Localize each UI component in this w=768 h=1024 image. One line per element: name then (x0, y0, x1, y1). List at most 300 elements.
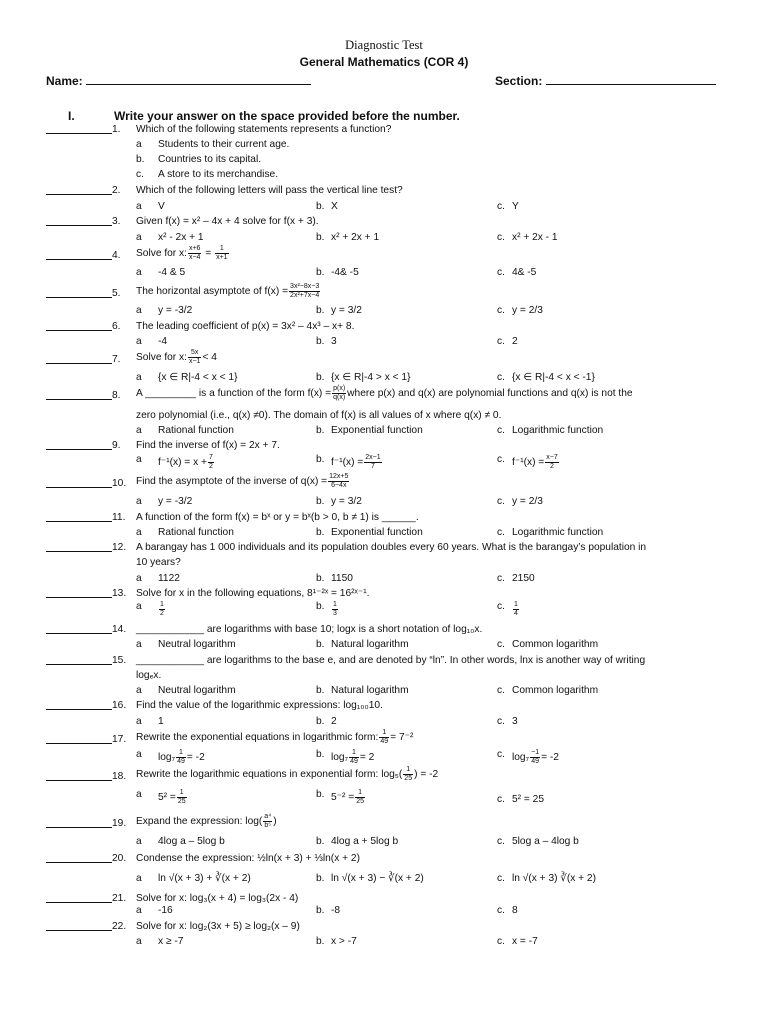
text: ) = -2 (414, 769, 439, 781)
answer-blank[interactable] (46, 709, 112, 710)
text: where p(x) and q(x) are polynomial functions and q(x) is not the (347, 388, 633, 400)
answer-blank[interactable] (46, 633, 112, 634)
option-text (331, 789, 366, 806)
fraction-numerator: a⁴ (264, 813, 272, 820)
question-text: A function of the form f(x) = bˣ or y = bˣ(b > 0, b ≠ 1) is ______. (136, 512, 419, 523)
fraction-denominator: 6−4x (331, 482, 347, 489)
text: V (158, 201, 165, 212)
option-text (512, 836, 579, 847)
text: y = -3/2 (158, 305, 193, 316)
option-letter: b. (316, 454, 325, 465)
option-text (158, 232, 204, 243)
fraction-numerator: −1 (531, 749, 540, 756)
fraction (177, 789, 187, 806)
question-number: 15. (112, 655, 127, 666)
text: Find the asymptote of the inverse of q(x) = (136, 476, 328, 488)
option-letter: c. (497, 639, 505, 650)
question-text (136, 729, 413, 746)
option-text (158, 267, 185, 278)
text: Students to their current age. (158, 139, 290, 150)
text: Exponential function (331, 527, 423, 538)
option-text (158, 527, 234, 538)
fraction (159, 601, 165, 618)
answer-blank[interactable] (46, 487, 112, 488)
text: -4& -5 (331, 267, 359, 278)
option-text (512, 425, 603, 436)
option-text (158, 496, 192, 507)
option-text (158, 873, 251, 884)
fraction (188, 245, 201, 262)
option-text (158, 454, 215, 471)
option-text (512, 267, 536, 278)
option-text (331, 601, 339, 618)
fraction (364, 454, 381, 471)
question-text: A barangay has 1 000 individuals and its population doubles every 60 years. What is the barangay’s population in (136, 542, 647, 553)
option-text (331, 454, 383, 471)
question-number: 17. (112, 734, 127, 745)
option-letter: c. (497, 794, 505, 805)
answer-blank[interactable] (46, 862, 112, 863)
answer-blank[interactable] (46, 330, 112, 331)
option-letter: c. (497, 573, 505, 584)
text: = -2 (541, 752, 559, 764)
option-text (512, 372, 595, 383)
text: -4 (158, 336, 168, 347)
text: Neutral logarithm (158, 639, 236, 650)
text: -4 & 5 (158, 267, 186, 278)
option-text (331, 685, 409, 696)
option-text (331, 305, 362, 316)
option-letter: c. (497, 425, 505, 436)
option-letter: b. (316, 639, 325, 650)
text: {x ∈ R|-4 > x < 1} (331, 372, 411, 383)
question-text: Find the inverse of f(x) = 2x + 7. (136, 440, 280, 451)
question-number: 18. (112, 771, 127, 782)
fraction-denominator: 49 (531, 758, 539, 765)
text: 2 (331, 716, 337, 727)
text: x² + 2x + 1 (331, 232, 380, 243)
text: = -2 (186, 752, 205, 764)
question-number: 11. (112, 512, 126, 523)
fraction (263, 813, 272, 830)
option-letter: c. (497, 873, 505, 884)
answer-blank[interactable] (46, 259, 112, 260)
text: Natural logarithm (331, 685, 409, 696)
fraction-denominator: 49 (380, 738, 389, 745)
text: x ≥ -7 (158, 936, 184, 947)
text: -16 (158, 905, 173, 916)
question-number: 2. (112, 185, 121, 196)
option-letter: a (136, 749, 142, 760)
option-text (331, 873, 424, 884)
text: x = -7 (512, 936, 538, 947)
question-text: Solve for x in the following equations, 8¹⁻²ˣ = 16²ˣ⁻¹. (136, 588, 370, 599)
option-letter: b. (316, 789, 325, 800)
option-text (331, 496, 362, 507)
question-text: Solve for x: log₂(3x + 5) ≥ log₂(x – 9) (136, 921, 300, 932)
fraction (332, 385, 346, 402)
option-letter: a (136, 905, 142, 916)
text: 2150 (512, 573, 535, 584)
text: log₇ (512, 752, 530, 764)
option-letter: c. (497, 716, 505, 727)
text: 1 (158, 716, 164, 727)
option-letter: a (136, 873, 142, 884)
question-number: 21. (112, 893, 127, 904)
option-letter: b. (316, 425, 325, 436)
question-number: 5. (112, 288, 121, 299)
text: -8 (331, 905, 341, 916)
option-letter: a (136, 527, 142, 538)
section-row (495, 74, 716, 88)
fraction-denominator: x−4 (188, 254, 201, 261)
answer-blank[interactable] (46, 521, 112, 522)
question-number: 10. (112, 478, 127, 489)
answer-blank[interactable] (46, 194, 112, 195)
text: Expand the expression: log( (136, 816, 263, 828)
text: {x ∈ R|-4 < x < -1} (512, 372, 595, 383)
text: Common logarithm (512, 639, 599, 650)
fraction (188, 349, 201, 366)
option-text (331, 267, 359, 278)
option-text (158, 789, 188, 806)
option-text (331, 639, 409, 650)
option-letter: b. (316, 685, 325, 696)
option-letter: a (136, 305, 142, 316)
answer-blank[interactable] (46, 551, 112, 552)
option-letter: b. (316, 905, 325, 916)
option-letter: c. (497, 454, 505, 465)
question-number: 8. (112, 390, 121, 401)
option-letter: c. (497, 905, 505, 916)
answer-blank[interactable] (46, 297, 112, 298)
text: ln √(x + 3) − ∛(x + 2) (331, 873, 424, 884)
text: y = 3/2 (331, 496, 362, 507)
option-text (331, 232, 379, 243)
fraction-numerator: 1 (349, 749, 359, 758)
option-letter: a (136, 336, 142, 347)
option-letter: b. (316, 873, 325, 884)
text: Y (512, 201, 519, 212)
fraction (289, 283, 320, 300)
option-text (512, 873, 596, 884)
answer-blank[interactable] (46, 399, 112, 400)
option-letter: a (136, 454, 142, 465)
text: y = -3/2 (158, 496, 193, 507)
text: = 7⁻² (390, 732, 414, 744)
option-letter: a (136, 601, 142, 612)
answer-blank[interactable] (46, 363, 112, 364)
fraction-numerator: 1 (177, 789, 187, 798)
option-text (331, 201, 338, 212)
option-letter: b. (316, 716, 325, 727)
option-text (331, 836, 398, 847)
text: 1150 (331, 573, 353, 584)
option-text (331, 716, 337, 727)
text: The horizontal asymptote of f(x) = (136, 286, 289, 298)
option-letter: c. (497, 305, 505, 316)
option-text (331, 905, 340, 916)
option-text (158, 716, 164, 727)
text: Rational function (158, 527, 234, 538)
option-letter: b. (316, 336, 325, 347)
option-letter: a (136, 425, 142, 436)
text: 3 (512, 716, 518, 727)
fraction (176, 749, 186, 766)
answer-blank[interactable] (46, 133, 112, 134)
question-number: 22. (112, 921, 127, 932)
option-letter: c. (497, 496, 505, 507)
fraction-numerator: 1 (176, 749, 186, 758)
text: log₇ (331, 752, 349, 764)
question-number: 9. (112, 440, 121, 451)
question-number: 20. (112, 853, 127, 864)
fraction-numerator: 1 (160, 601, 164, 608)
option-text (331, 936, 357, 947)
question-number: 13. (112, 588, 127, 599)
option-letter: a (136, 836, 142, 847)
fraction-numerator: 1 (333, 601, 337, 608)
option-letter: c. (497, 372, 505, 383)
text: y = 3/2 (331, 305, 362, 316)
option-letter: c. (497, 201, 505, 212)
name-label: Name: (46, 74, 83, 88)
option-letter: a (136, 496, 142, 507)
option-text (512, 639, 598, 650)
text: 4log a + 5log b (331, 836, 399, 847)
text: 1122 (158, 573, 180, 584)
option-letter: b. (316, 232, 325, 243)
question-text (136, 349, 217, 366)
option-text (331, 336, 337, 347)
answer-blank[interactable] (46, 902, 112, 903)
fraction (349, 749, 359, 766)
answer-blank[interactable] (46, 930, 112, 931)
fraction-denominator: 25 (404, 775, 413, 782)
text: 8 (512, 905, 518, 916)
option-text (512, 305, 543, 316)
option-letter: a (136, 685, 142, 696)
option-text (512, 496, 543, 507)
fraction (328, 473, 349, 490)
fraction-denominator: 4 (514, 610, 518, 617)
fraction (513, 601, 519, 618)
fraction-numerator: p(x) (333, 385, 346, 392)
text: A store to its merchandise. (158, 169, 279, 180)
fraction-numerator: 1 (379, 729, 389, 738)
fraction (208, 454, 214, 471)
option-text (512, 573, 535, 584)
question-number: 1. (112, 124, 121, 135)
question-text (136, 385, 633, 402)
option-letter: b. (316, 836, 325, 847)
text: x > -7 (331, 936, 357, 947)
fraction-numerator: 1 (514, 601, 518, 608)
option-letter: c. (497, 749, 505, 760)
fraction-denominator: 25 (177, 798, 186, 805)
option-letter: c. (497, 601, 505, 612)
answer-blank[interactable] (46, 743, 112, 744)
option-letter: c. (497, 336, 505, 347)
answer-blank[interactable] (46, 449, 112, 450)
text: y = 2/3 (512, 496, 543, 507)
answer-blank[interactable] (46, 664, 112, 665)
option-text (331, 749, 374, 766)
fraction (545, 454, 558, 471)
section-label: Section: (495, 74, 543, 88)
option-letter: a (136, 936, 142, 947)
option-letter: b. (316, 372, 325, 383)
text: Rewrite the exponential equations in logarithmic form: (136, 732, 379, 744)
text: log₇ (158, 752, 176, 764)
fraction-denominator: x−1 (188, 358, 201, 365)
fraction-denominator: 49 (177, 758, 185, 765)
text: Natural logarithm (331, 639, 409, 650)
text: 4& -5 (512, 267, 537, 278)
option-text (512, 232, 558, 243)
instructions: Write your answer on the space provided before the number. (114, 109, 460, 123)
text: 5log a – 4log b (512, 836, 579, 847)
fraction-denominator: 2 (550, 463, 554, 470)
option-text (158, 905, 173, 916)
text: 4log a – 5log b (158, 836, 225, 847)
option-text (158, 639, 236, 650)
text: x² - 2x + 1 (158, 232, 204, 243)
name-field[interactable] (86, 75, 311, 85)
option-text (158, 139, 289, 150)
text: ln √(x + 3) + ∛(x + 2) (158, 873, 251, 884)
option-text (158, 601, 166, 618)
question-number: 12. (112, 542, 127, 553)
fraction-numerator: 1 (355, 789, 365, 798)
text: 5⁻² = (331, 792, 355, 804)
question-text (136, 813, 277, 830)
fraction (215, 245, 228, 262)
option-letter: b. (316, 601, 325, 612)
text: Neutral logarithm (158, 685, 236, 696)
question-text-continued: zero polynomial (i.e., q(x) ≠0). The domain of f(x) is all values of x where q(x) ≠ 0. (136, 410, 502, 421)
fraction-numerator: 1 (215, 245, 228, 254)
option-text (331, 573, 353, 584)
text: Solve for x: (136, 352, 187, 364)
fraction-denominator: x+1 (216, 254, 228, 261)
option-letter: c. (497, 685, 505, 696)
fraction-denominator: 2 (208, 463, 213, 470)
option-text (512, 749, 559, 766)
text: 5² = 25 (512, 794, 545, 805)
fraction-numerator: 3x²−8x−3 (290, 283, 320, 290)
question-text (136, 283, 321, 300)
fraction-denominator: q(x) (333, 394, 346, 401)
question-text: ____________ are logarithms to the base e, and are denoted by “ln”. In other words, lnx is another way of writing (136, 655, 646, 666)
page-title: Diagnostic Test (345, 38, 423, 52)
question-number: 14. (112, 624, 127, 635)
option-letter: a (136, 139, 142, 150)
question-text: Which of the following statements represents a function? (136, 124, 392, 135)
question-text: Find the value of the logarithmic expressions: log₁₀₀10. (136, 700, 383, 711)
option-text (158, 201, 165, 212)
fraction (530, 749, 540, 766)
option-text (158, 154, 261, 165)
option-text (331, 372, 410, 383)
fraction-denominator: 25 (356, 798, 365, 805)
option-text (158, 372, 237, 383)
fraction-denominator: 2x²+7x−4 (290, 292, 320, 299)
question-number: 6. (112, 321, 121, 332)
text: f⁻¹(x) = x + (158, 457, 207, 469)
option-text (512, 794, 544, 805)
question-text: The leading coefficient of p(x) = 3x² – 4x³ – x+ 8. (136, 321, 355, 332)
question-number: 4. (112, 250, 121, 261)
text: f⁻¹(x) = (331, 457, 364, 469)
option-letter: a (136, 372, 142, 383)
option-text (158, 573, 180, 584)
option-letter: b. (316, 496, 325, 507)
text: A _________ is a function of the form f(x) = (136, 388, 332, 400)
option-letter: c. (497, 232, 505, 243)
option-text (158, 749, 205, 766)
option-text (512, 716, 518, 727)
option-letter: b. (316, 267, 325, 278)
option-text (331, 425, 423, 436)
text: 2 (512, 336, 518, 347)
answer-blank[interactable] (46, 597, 112, 598)
text: Logarithmic function (512, 425, 604, 436)
option-text (512, 527, 603, 538)
question-number: 19. (112, 818, 127, 829)
question-text (136, 473, 350, 490)
option-text (158, 836, 225, 847)
answer-blank[interactable] (46, 780, 112, 781)
option-letter: b. (316, 749, 325, 760)
option-letter: a (136, 716, 142, 727)
question-number: 16. (112, 700, 127, 711)
text: X (331, 201, 338, 212)
fraction-denominator: b⁵ (264, 822, 272, 829)
fraction-numerator: x+6 (188, 245, 201, 252)
option-letter: a (136, 267, 142, 278)
option-letter: b. (316, 305, 325, 316)
fraction-denominator: 49 (350, 758, 358, 765)
text: Common logarithm (512, 685, 599, 696)
answer-blank[interactable] (46, 827, 112, 828)
option-letter: a (136, 639, 142, 650)
option-letter: b. (316, 573, 325, 584)
section-field[interactable] (546, 75, 716, 85)
fraction-numerator: 12x+5 (329, 473, 349, 480)
option-text (512, 601, 520, 618)
fraction-denominator: 7 (371, 463, 375, 470)
fraction-denominator: 3 (333, 610, 337, 617)
option-letter: c. (497, 267, 505, 278)
option-letter: b. (316, 201, 325, 212)
text: Solve for x: (136, 248, 187, 260)
option-text (158, 936, 183, 947)
option-text (158, 305, 192, 316)
question-text: ____________ are logarithms with base 10; logx is a short notation of log₁₀x. (136, 624, 483, 635)
answer-blank[interactable] (46, 225, 112, 226)
option-letter: b. (316, 936, 325, 947)
option-text (331, 527, 423, 538)
text: {x ∈ R|-4 < x < 1} (158, 372, 238, 383)
option-letter: a (136, 573, 142, 584)
option-text (512, 201, 519, 212)
question-number: 3. (112, 216, 121, 227)
text: Rational function (158, 425, 234, 436)
option-text (512, 336, 518, 347)
text: Countries to its capital. (158, 154, 262, 165)
text: Logarithmic function (512, 527, 604, 538)
